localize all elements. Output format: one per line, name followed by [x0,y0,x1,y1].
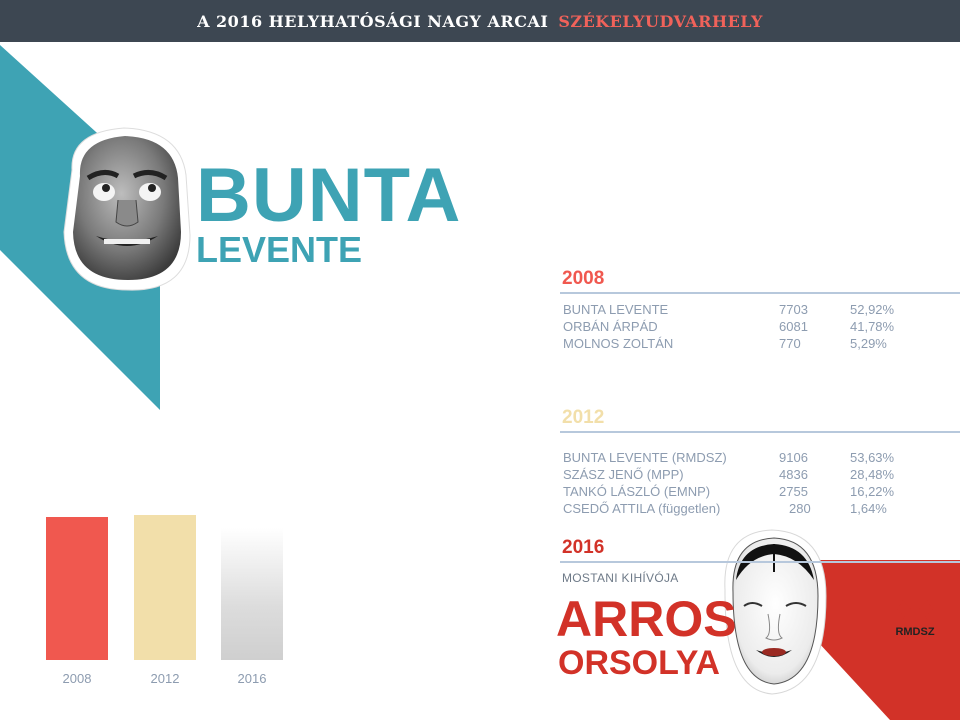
candidate-votes: 7703 [779,302,808,317]
header-title: A 2016 HELYHATÓSÁGI NAGY ARCAI [197,11,549,31]
rule-2016 [560,561,960,563]
header-city: SZÉKELYUDVARHELY [558,11,763,31]
noh-mask-icon [725,530,826,694]
table-row [563,302,960,319]
candidate-votes: 6081 [779,319,808,334]
table-row [563,484,960,501]
bar-2008 [46,517,108,660]
bar-label-2008: 2008 [62,671,92,686]
table-row [563,319,960,336]
bar-2012 [134,515,196,660]
incumbent-name-small: LEVENTE [196,229,363,270]
candidate-votes: 280 [789,501,811,516]
table-row [563,336,960,353]
challenger-name-big: ARROS [556,591,737,647]
candidate-name: BUNTA LEVENTE [563,302,669,317]
candidate-votes: 770 [779,336,801,351]
candidate-pct: 52,92% [850,302,895,317]
candidate-name: MOLNOS ZOLTÁN [563,336,674,351]
incumbent-name-big: BUNTA [196,153,462,238]
rmdsz-logo [885,592,945,648]
candidate-pct: 41,78% [850,319,895,334]
rule-2008 [560,292,960,294]
candidate-pct: 5,29% [850,336,887,351]
challenger-subtitle: MOSTANI KIHÍVÓJA [562,571,679,585]
candidate-pct: 28,48% [850,467,895,482]
candidate-pct: 1,64% [850,501,887,516]
bar-2016 [221,528,283,660]
candidate-pct: 16,22% [850,484,895,499]
candidate-name: BUNTA LEVENTE (RMDSZ) [563,450,727,465]
year-2016-heading: 2016 [562,537,605,558]
challenger-name-small: ORSOLYA [558,644,720,682]
candidate-votes: 9106 [779,450,808,465]
candidate-pct: 53,63% [850,450,895,465]
candidate-votes: 4836 [779,467,808,482]
bar-label-2012: 2012 [150,671,180,686]
table-row [563,467,960,484]
bar-label-2016: 2016 [237,671,267,686]
rule-2012 [560,431,960,433]
tulip-icon [885,592,945,648]
candidate-votes: 2755 [779,484,808,499]
rmdsz-logo-text: RMDSZ [895,626,935,638]
smiling-mask-icon [64,128,190,290]
candidate-name: TANKÓ LÁSZLÓ (EMNP) [563,484,711,499]
table-row [563,450,960,467]
year-2012-heading: 2012 [562,407,605,428]
candidate-name: ORBÁN ÁRPÁD [563,319,658,334]
candidate-name: CSEDŐ ATTILA (független) [563,501,721,516]
table-row [563,501,960,518]
year-2008-heading: 2008 [562,268,605,289]
candidate-name: SZÁSZ JENŐ (MPP) [563,467,684,482]
